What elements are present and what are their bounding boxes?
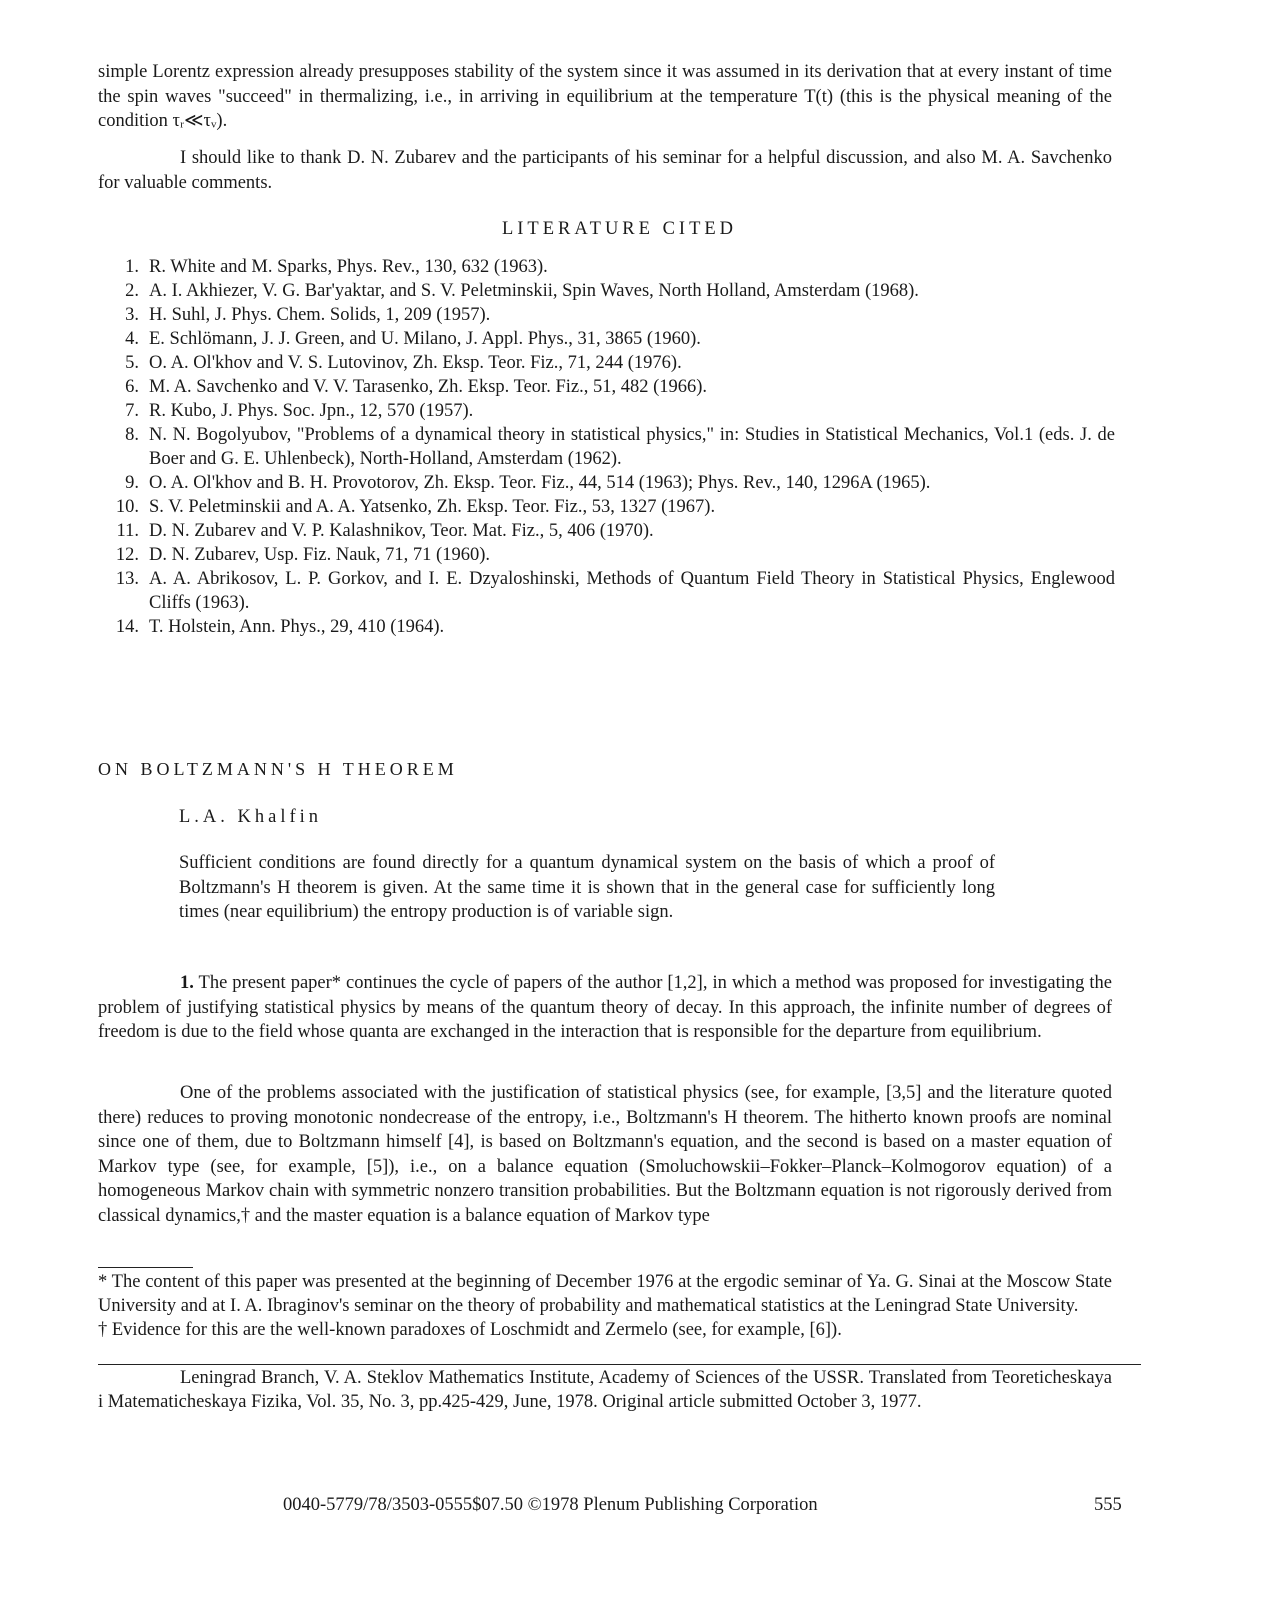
copyright-line: 0040-5779/78/3503-0555$07.50 ©1978 Plenum Publishing Corporation	[283, 1495, 818, 1515]
affiliation-divider	[98, 1364, 1141, 1365]
section-number: 1.	[180, 973, 194, 993]
reference-item: 10. S. V. Peletminskii and A. A. Yatsenko, Zh. Eksp. Teor. Fiz., 53, 1327 (1967).	[115, 497, 716, 517]
footnotes	[98, 1270, 1112, 1342]
intro-paragraph-1: simple Lorentz expression already presupposes stability of the system since it was assumed in its derivation that at every instant of time the spin waves "succeed" in thermalizing, i.e., in arriving in equilibrium at the temperature T(t) (this is the physical meaning of the condition τᵣ≪τᵥ).	[98, 62, 1112, 131]
footnote-star: * The content of this paper was presented at the beginning of December 1976 at the ergodic seminar of Ya. G. Sinai at the Moscow State University and at I. A. Ibraginov's seminar on the theory of probability and mathematical statistics at the Leningrad State University.	[98, 1272, 1112, 1316]
footnote-divider	[98, 1267, 193, 1268]
reference-item: 8. N. N. Bogolyubov, "Problems of a dynamical theory in statistical physics," in: Studies in Statistical Mechanics, Vol.1 (eds. J. de Boer and G. E. Uhlenbeck), North-Holland, Amsterdam (1962).	[125, 425, 1115, 469]
article-title: ON BOLTZMANN'S H THEOREM	[98, 759, 458, 779]
reference-item: 11. D. N. Zubarev and V. P. Kalashnikov, Teor. Mat. Fiz., 5, 406 (1970).	[116, 521, 654, 541]
reference-item: 9. O. A. Ol'khov and B. H. Provotorov, Zh. Eksp. Teor. Fiz., 44, 514 (1963); Phys. Rev., 140, 1296A (1965).	[125, 473, 931, 493]
reference-item: 5. O. A. Ol'khov and V. S. Lutovinov, Zh. Eksp. Teor. Fiz., 71, 244 (1976).	[125, 353, 682, 373]
acknowledgment-paragraph: I should like to thank D. N. Zubarev and the participants of his seminar for a helpful discussion, and also M. A. Savchenko for valuable comments.	[98, 148, 1112, 193]
footnote-dagger: † Evidence for this are the well-known paradoxes of Loschmidt and Zermelo (see, for example, [6]).	[98, 1320, 842, 1340]
reference-list	[105, 255, 1115, 639]
reference-item: 12. D. N. Zubarev, Usp. Fiz. Nauk, 71, 71 (1960).	[115, 545, 490, 565]
reference-item: 4. E. Schlömann, J. J. Green, and U. Milano, J. Appl. Phys., 31, 3865 (1960).	[125, 329, 701, 349]
body-paragraph-2: One of the problems associated with the justification of statistical physics (see, for example, [3,5] and the literature quoted there) reduces to proving monotonic nondecrease of the entropy, i.e., Boltzmann's H theorem. The hitherto known proofs are nominal since one of them, due to Boltzmann himself [4], is based on Boltzmann's equation, and the second is based on a master equation of Markov type (see, for example, [5]), i.e., on a balance equation (Smoluchowskii–Fokker–Planck–Kolmogorov equation) of a homogeneous Markov chain with symmetric nonzero transition probabilities. But the Boltzmann equation is not rigorously derived from classical dynamics,† and the master equation is a balance equation of Markov type	[98, 1083, 1112, 1226]
reference-item: 14. T. Holstein, Ann. Phys., 29, 410 (1964).	[115, 617, 445, 637]
reference-item: 3. H. Suhl, J. Phys. Chem. Solids, 1, 209 (1957).	[125, 305, 491, 325]
literature-cited-heading: LITERATURE CITED	[501, 219, 738, 239]
reference-item: 7. R. Kubo, J. Phys. Soc. Jpn., 12, 570 (1957).	[125, 401, 474, 421]
reference-item: 2. A. I. Akhiezer, V. G. Bar'yaktar, and S. V. Peletminskii, Spin Waves, North Holland, Amsterdam (1968).	[125, 281, 919, 301]
affiliation-note: Leningrad Branch, V. A. Steklov Mathematics Institute, Academy of Sciences of the USSR. Translated from Teoreticheskaya i Matematicheskaya Fizika, Vol. 35, No. 3, pp.425-429, June, 1978. Original article submitted October 3, 1977.	[98, 1368, 1112, 1412]
reference-item: 6. M. A. Savchenko and V. V. Tarasenko, Zh. Eksp. Teor. Fiz., 51, 482 (1966).	[125, 377, 708, 397]
article-author: L.A. Khalfin	[179, 807, 323, 827]
reference-item: 13. A. A. Abrikosov, L. P. Gorkov, and I. E. Dzyaloshinski, Methods of Quantum Field Theory in Statistical Physics, Englewood Cliffs (1963).	[115, 569, 1115, 613]
article-abstract: Sufficient conditions are found directly for a quantum dynamical system on the basis of which a proof of Boltzmann's H theorem is given. At the same time it is shown that in the general case for sufficiently long times (near equilibrium) the entropy production is of variable sign.	[179, 853, 995, 922]
reference-item: 1. R. White and M. Sparks, Phys. Rev., 130, 632 (1963).	[125, 257, 548, 277]
page-number: 555	[1094, 1495, 1122, 1515]
body-paragraph-1: 1. The present paper* continues the cycle of papers of the author [1,2], in which a method was proposed for investigating the problem of justifying statistical physics by means of the quantum theory of decay. In this approach, the infinite number of degrees of freedom is due to the field whose quanta are exchanged in the interaction that is responsible for the departure from equilibrium.	[98, 973, 1112, 1042]
